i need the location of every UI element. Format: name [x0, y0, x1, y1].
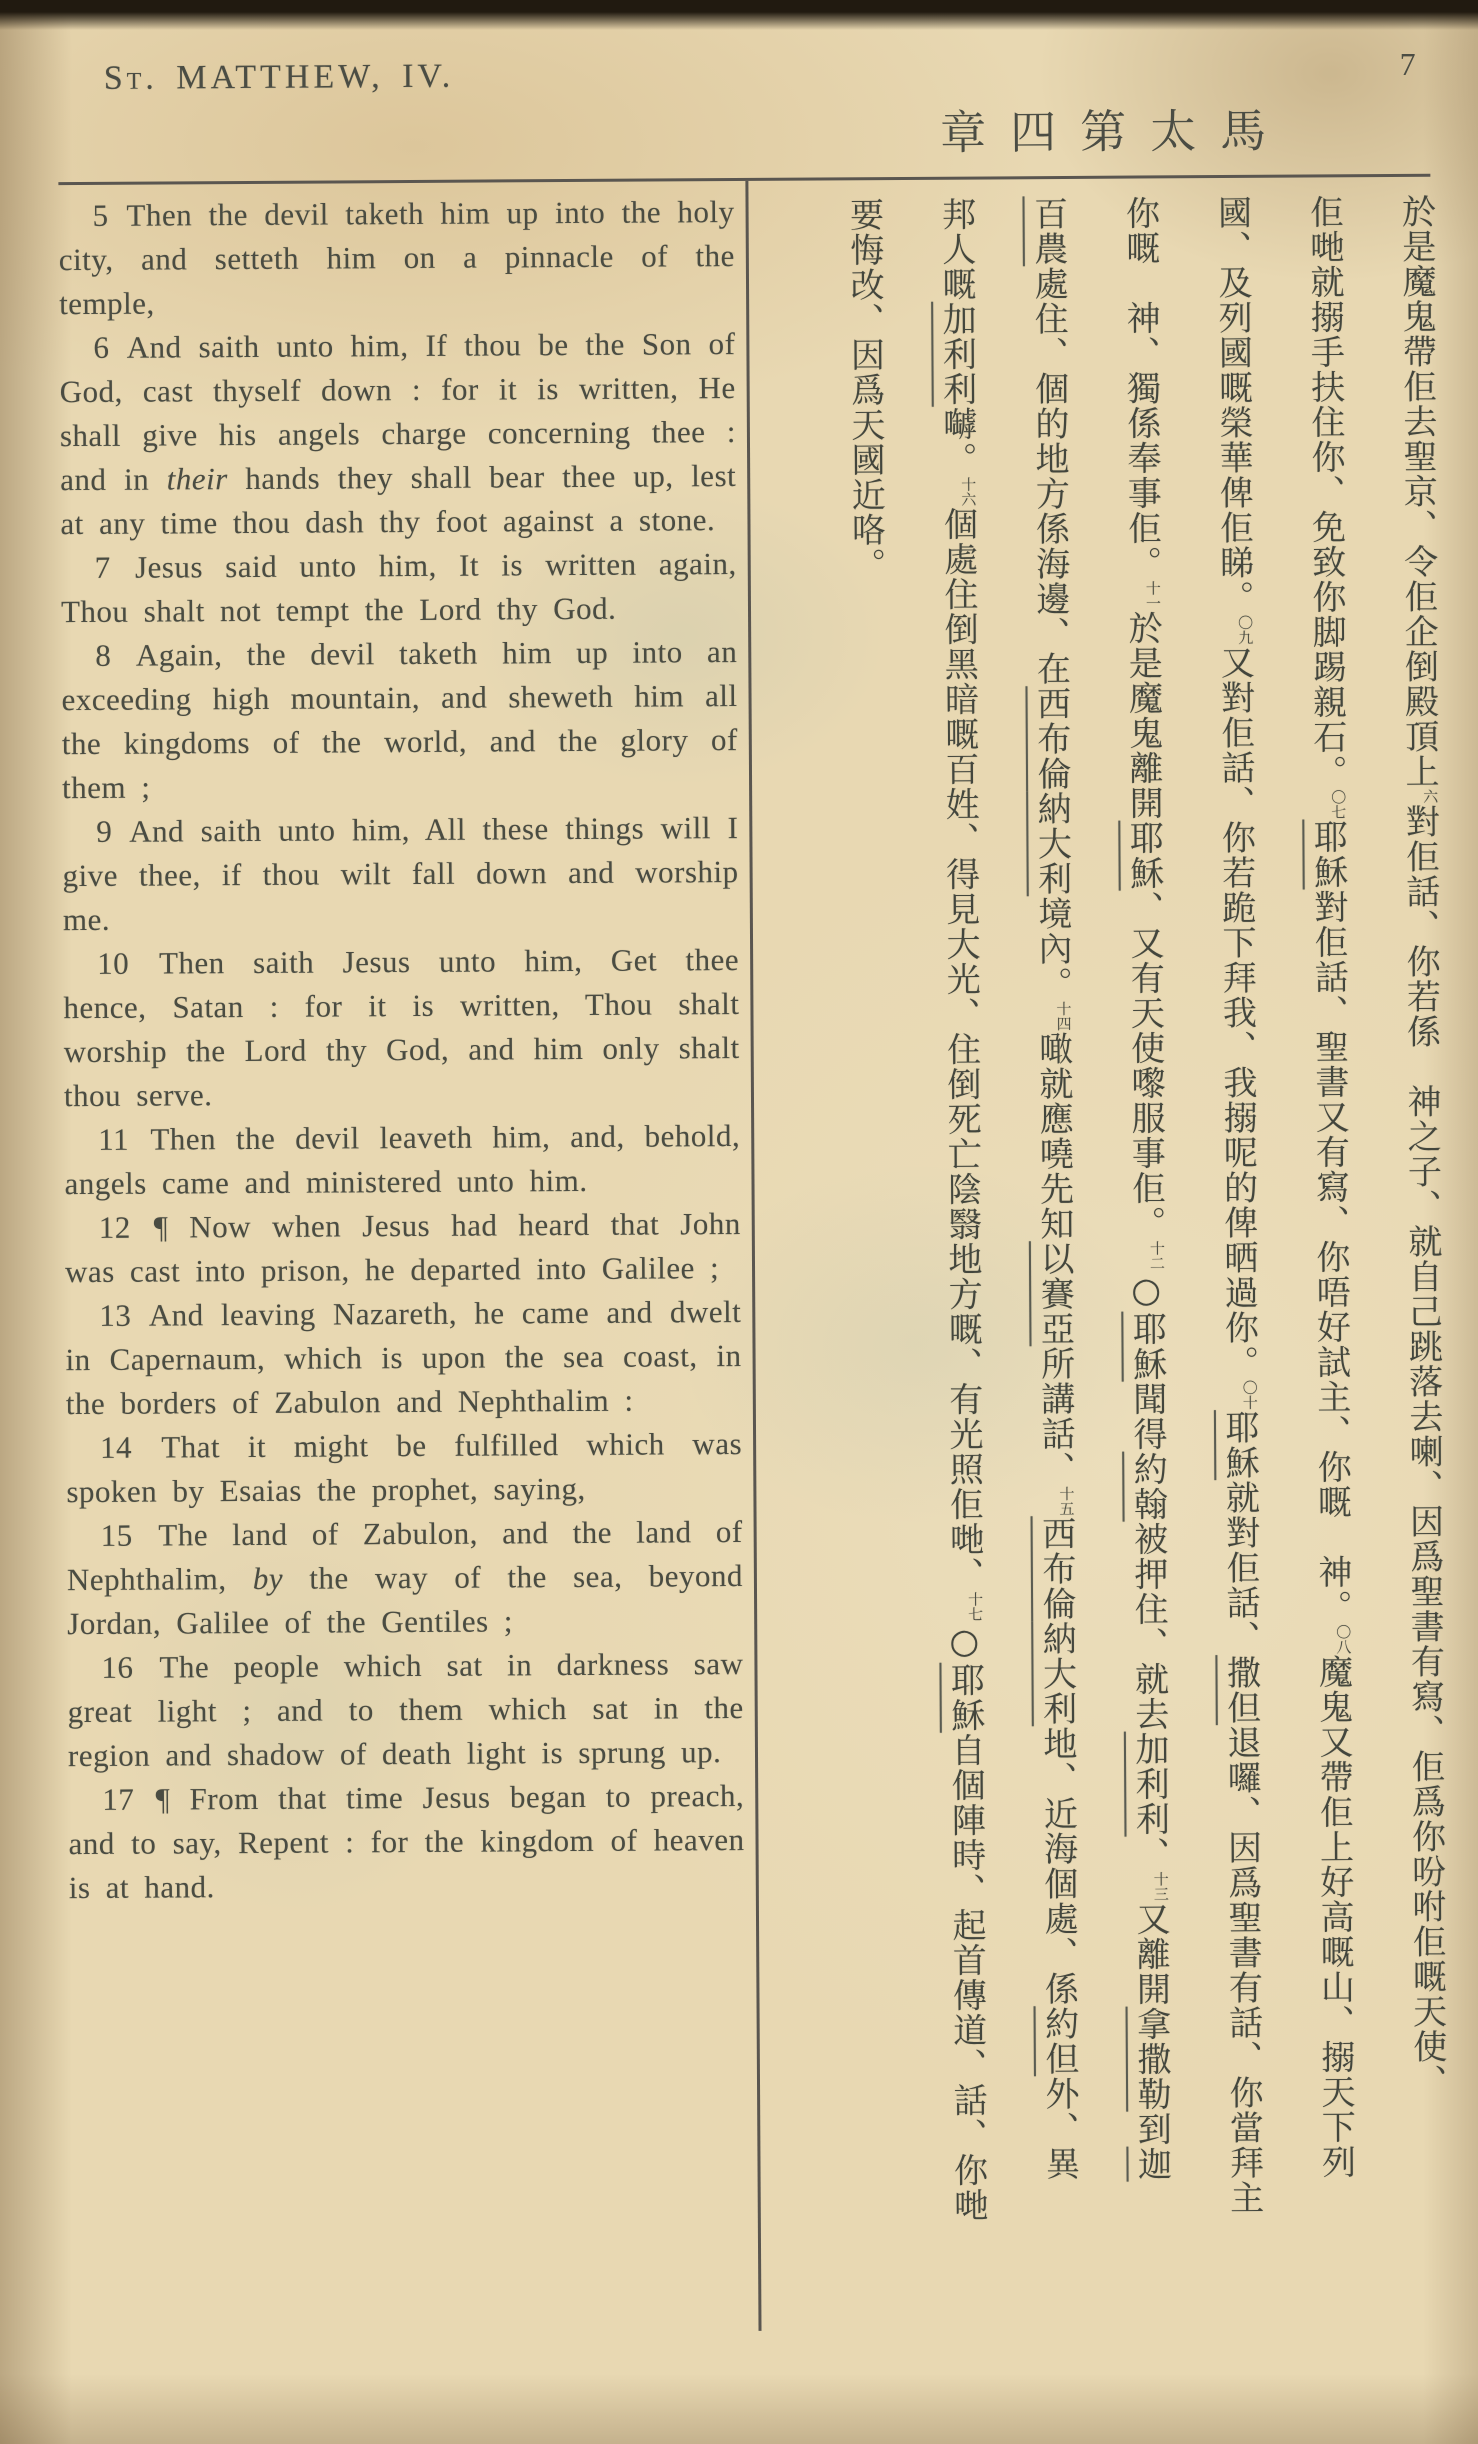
- proper-noun-marked: 加利利: [1128, 1731, 1170, 1837]
- proper-noun-marked: 西布倫: [1030, 685, 1072, 792]
- verse-number-annotation: 十七: [966, 1591, 985, 1622]
- verse-number: 14: [100, 1429, 133, 1465]
- chinese-column: [1211, 194, 1264, 2365]
- verse-paragraph: [68, 1774, 745, 1910]
- verse-paragraph: [67, 1510, 744, 1646]
- page-number: 7: [1399, 45, 1416, 82]
- chinese-text: 境內。: [1031, 895, 1073, 1002]
- page-title-english: St. MATTHEW, IV.: [103, 57, 455, 97]
- verse-paragraph: [67, 1642, 744, 1778]
- chinese-text: 你嘅 神、獨係奉事佢。: [1119, 195, 1162, 581]
- verse-number-annotation: 六: [1421, 788, 1440, 804]
- verse-number: 16: [101, 1649, 134, 1685]
- chinese-column: [1395, 193, 1448, 2364]
- verse-paragraph: [61, 542, 738, 634]
- chinese-text: 又離開: [1129, 1901, 1171, 2007]
- italic-word: their: [166, 461, 228, 497]
- verse-text: Jesus said unto him, It is written again, Thou shalt not tempt the Lord thy God.: [60, 546, 737, 630]
- verse-number: 10: [97, 945, 130, 981]
- chinese-text: 又對佢話、你若跪下拜我、我搦呢的俾晒過你。: [1214, 644, 1259, 1381]
- verse-text: the way of the sea, beyond Jordan, Galilee of the Gentiles ;: [67, 1557, 744, 1642]
- verse-text: Now when Jesus had heard that John was cast into prison, he departed into Galilee ;: [64, 1205, 741, 1290]
- chinese-text: 於是魔鬼帶佢去聖京、令佢企倒殿頂上: [1395, 193, 1440, 789]
- chinese-text: 要悔改、因爲天國近咯。: [843, 197, 886, 583]
- verse-paragraph: [58, 190, 735, 326]
- chinese-column: [935, 196, 988, 2367]
- verse-text: Then saith Jesus unto him, Get thee hence, Satan : for it is written, Thou shalt worship the Lord thy God, and him only shalt thou serve.: [63, 941, 740, 1114]
- page-title-chinese: 章四第太馬: [939, 103, 1291, 160]
- verse-text: And saith unto him, If thou be the Son of God, cast thyself down : for it is written, He shall give his angels charge concerning thee : and in: [59, 326, 737, 498]
- proper-noun-marked: 約但: [1038, 2005, 1079, 2077]
- chinese-text: 佢哋就搦手扶住你、免致你脚踢親石。: [1303, 194, 1348, 790]
- proper-noun-marked: 撒但: [1220, 1654, 1261, 1726]
- header-rule: [58, 174, 1430, 185]
- verse-text: That it might be fulfilled which was spoken by Esaias the prophet, saying,: [66, 1425, 743, 1510]
- chinese-text: 邦人嘅: [935, 196, 977, 302]
- chinese-column: [1119, 195, 1172, 2365]
- verse-paragraph: [65, 1202, 742, 1294]
- verse-number-annotation: 十二: [1147, 1240, 1167, 1271]
- chinese-text: 噉就應嘵先知: [1032, 1030, 1074, 1242]
- verse-number: 11: [98, 1121, 130, 1157]
- chinese-text-column: [764, 194, 1453, 2368]
- verse-text: Then the devil leaveth him, and, behold, angels came and ministered unto him.: [64, 1117, 741, 1202]
- chinese-column: [1027, 195, 1080, 2366]
- chinese-text: 所講話、: [1034, 1345, 1076, 1487]
- chinese-text: 對佢話、你若係 神之子、就自己跳落去喇、因爲聖書有寫、佢爲你吩咐佢嘅天使、: [1399, 803, 1448, 2099]
- verse-paragraph: [64, 1114, 741, 1206]
- italic-word: by: [252, 1560, 284, 1596]
- chinese-text: 外、異: [1038, 2075, 1080, 2182]
- proper-noun-marked: 耶穌: [1126, 1311, 1167, 1382]
- verse-paragraph: [63, 938, 740, 1118]
- chinese-text: 於是魔鬼離開: [1122, 610, 1164, 821]
- chinese-text: 嚹。: [936, 406, 978, 477]
- english-text-column: [58, 190, 747, 2354]
- pilcrow-mark: ¶: [155, 1781, 171, 1817]
- verse-text: The land of Zabulon, and the land of Nephthalim,: [66, 1513, 743, 1598]
- verse-paragraph: [62, 806, 739, 942]
- verse-number: 7: [94, 549, 111, 585]
- proper-noun-marked: 以賽亞: [1033, 1240, 1075, 1347]
- chinese-text: 被押住、就去: [1127, 1521, 1169, 1732]
- chinese-text: 退囉、因爲聖書有話、你當拜主: [1220, 1724, 1264, 2216]
- verse-number-annotation: 〇七: [1329, 789, 1348, 820]
- chinese-text: 處住、個的地方係海邊、在: [1027, 265, 1071, 687]
- chinese-text: 魔鬼又帶佢上好高嘅山、搦天下列: [1312, 1654, 1356, 2180]
- verse-text: Then the devil taketh him up into the holy city, and setteth him on a pinnacle of the temple,: [58, 194, 735, 322]
- verse-number-annotation: 十三: [1151, 1871, 1170, 1902]
- verse-number-annotation: 十五: [1057, 1485, 1076, 1517]
- chinese-text: 、: [1129, 1836, 1170, 1872]
- column-divider-rule: [745, 181, 761, 2331]
- verse-text: And saith unto him, All these things will I give thee, if thou wilt fall down and worship me.: [62, 809, 739, 938]
- chinese-text: 對佢話、聖書又有寫、你唔好試主、你嘅 神。: [1307, 889, 1353, 1625]
- verse-number: 13: [99, 1297, 132, 1333]
- chinese-text: 自個陣時、起首傳道、話、你哋: [944, 1732, 988, 2223]
- chinese-text: ○: [944, 1621, 985, 1663]
- proper-noun-marked: 納大利: [1031, 790, 1072, 897]
- proper-noun-marked: 耶穌: [1218, 1409, 1260, 1481]
- pilcrow-mark: ¶: [153, 1209, 169, 1245]
- chinese-column: [843, 197, 893, 2367]
- proper-noun-marked: 西布倫: [1035, 1515, 1077, 1622]
- verse-number: 17: [102, 1781, 135, 1817]
- verse-text: From that time Jesus began to preach, and to say, Repent : for the kingdom of heaven is at hand.: [68, 1777, 745, 1906]
- chinese-text: 地、近海個處、係: [1036, 1725, 1079, 2007]
- verse-number: 12: [98, 1209, 131, 1245]
- verse-number-annotation: 〇十: [1240, 1379, 1259, 1410]
- verse-number: 6: [93, 329, 110, 365]
- proper-noun-marked: 加利利: [936, 301, 977, 407]
- verse-paragraph: [61, 630, 738, 810]
- verse-number: 5: [92, 197, 109, 233]
- proper-noun-marked: 約翰: [1127, 1451, 1168, 1522]
- verse-number-annotation: 十一: [1143, 580, 1163, 611]
- verse-paragraph: [65, 1290, 742, 1426]
- proper-noun-marked: 耶穌: [1307, 819, 1348, 890]
- chinese-text: 個處住倒黑暗嘅百姓、得見大光、住倒死亡陰翳地方嘅、有光照佢哋、: [937, 506, 985, 1592]
- verse-text: The people which sat in darkness saw great light ; and to them which sat in the region and shadow of death light is sprung up.: [67, 1645, 744, 1774]
- proper-noun-marked: 拿撒勒: [1130, 2006, 1172, 2112]
- verse-paragraph: [66, 1422, 743, 1514]
- verse-number: 9: [96, 813, 113, 849]
- chinese-text: ○: [1126, 1270, 1167, 1312]
- verse-number-annotation: 〇九: [1236, 614, 1255, 645]
- chinese-text: 就對佢話、: [1219, 1479, 1261, 1656]
- verse-text: Again, the devil taketh him up into an exceeding high mountain, and sheweth him all the kingdoms of the world, and the glory of them ;: [61, 634, 738, 806]
- proper-noun-marked: 耶穌: [944, 1662, 985, 1733]
- proper-noun-marked: 迦: [1131, 2146, 1172, 2182]
- verse-number-annotation: 〇八: [1334, 1624, 1353, 1655]
- chinese-text: 、又有天使嚟服事佢。: [1123, 890, 1166, 1241]
- verse-number: 8: [95, 637, 112, 673]
- chinese-text: 聞得: [1126, 1381, 1168, 1452]
- proper-noun-marked: 百農: [1027, 195, 1068, 267]
- proper-noun-marked: 納大利: [1036, 1620, 1077, 1727]
- verse-number: 15: [100, 1517, 133, 1553]
- verse-paragraph: [59, 322, 736, 546]
- verse-text: And leaving Nazareth, he came and dwelt in Capernaum, which is upon the sea coast, in the borders of Zabulon and Nephthalim :: [65, 1293, 742, 1422]
- chinese-text: 到: [1131, 2111, 1172, 2147]
- verse-text: hands they shall bear thee up, lest at any time thou dash thy foot against a stone.: [60, 458, 737, 542]
- verse-number-annotation: 十四: [1054, 1000, 1073, 1032]
- verse-number-annotation: 十六: [959, 476, 978, 507]
- proper-noun-marked: 耶穌: [1123, 820, 1164, 891]
- chinese-column: [1303, 194, 1356, 2364]
- chinese-text: 國、及列國嘅榮華俾佢睇。: [1211, 194, 1255, 616]
